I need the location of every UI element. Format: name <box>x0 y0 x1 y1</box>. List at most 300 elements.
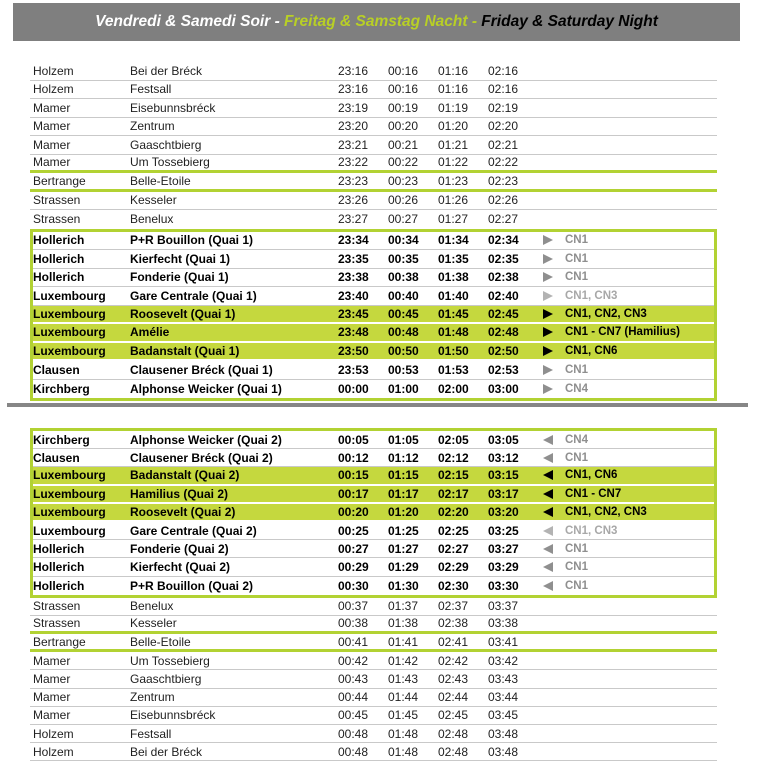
city-cell: Strassen <box>33 212 81 227</box>
stop-cell: Festsall <box>130 726 172 741</box>
night-bus-lines <box>543 434 588 446</box>
time-cell-4: 03:27 <box>488 541 519 556</box>
table-divider-bar <box>7 403 748 407</box>
city-cell: Hollerich <box>33 541 85 556</box>
time-cell-2: 00:26 <box>388 193 419 208</box>
time-cell-3: 01:35 <box>438 251 469 266</box>
timetable-row <box>30 689 717 707</box>
time-cell-2: 01:45 <box>388 708 419 723</box>
stop-cell: Festsall <box>130 82 172 97</box>
stop-cell: Gaaschtbierg <box>130 672 202 687</box>
city-cell: Luxembourg <box>33 343 106 358</box>
time-cell-1: 00:05 <box>338 432 369 447</box>
arrow-left-icon <box>543 544 553 554</box>
arrow-right-icon <box>543 272 553 282</box>
stop-cell: Belle-Etoile <box>130 173 191 188</box>
night-bus-line-label: CN1, CN3 <box>565 289 618 302</box>
timetable-row <box>30 155 717 174</box>
time-cell-1: 23:21 <box>338 137 369 152</box>
time-cell-2: 00:22 <box>388 155 419 170</box>
time-cell-4: 02:26 <box>488 193 519 208</box>
timetable-row <box>30 725 717 743</box>
city-cell: Strassen <box>33 193 81 208</box>
time-cell-1: 00:25 <box>338 523 369 538</box>
time-cell-2: 01:48 <box>388 726 419 741</box>
city-cell: Hollerich <box>33 559 85 574</box>
time-cell-2: 00:45 <box>388 306 419 321</box>
connection-stops-box <box>30 428 717 598</box>
time-cell-1: 00:44 <box>338 690 369 705</box>
time-cell-1: 00:38 <box>338 616 369 631</box>
timetable-row <box>33 522 714 540</box>
time-cell-2: 01:12 <box>388 450 419 465</box>
night-bus-lines <box>543 364 588 376</box>
time-cell-3: 02:30 <box>438 578 469 593</box>
time-cell-4: 02:23 <box>488 173 519 188</box>
arrow-left-icon <box>543 581 553 591</box>
timetable-row <box>33 504 714 522</box>
night-bus-line-label: CN1 <box>565 234 589 247</box>
timetable-row <box>33 232 714 251</box>
time-cell-3: 02:20 <box>438 504 469 519</box>
time-cell-4: 02:50 <box>488 343 519 358</box>
timetable-row <box>33 558 714 576</box>
stop-cell: Fonderie (Quai 2) <box>130 541 229 556</box>
time-cell-2: 01:00 <box>388 381 419 396</box>
timetable-row <box>30 652 717 670</box>
time-cell-1: 23:22 <box>338 155 369 170</box>
timetable-row <box>30 136 717 155</box>
time-cell-2: 01:20 <box>388 504 419 519</box>
stop-cell: Um Tossebierg <box>130 653 210 668</box>
time-cell-3: 01:27 <box>438 212 469 227</box>
city-cell: Holzem <box>33 82 74 97</box>
time-cell-2: 01:38 <box>388 616 419 631</box>
timetable-outbound-quai-1 <box>30 62 717 401</box>
arrow-right-icon <box>543 254 553 264</box>
stop-cell: Zentrum <box>130 119 175 134</box>
time-cell-2: 00:48 <box>388 325 419 340</box>
time-cell-4: 03:20 <box>488 504 519 519</box>
time-cell-1: 23:53 <box>338 362 369 377</box>
time-cell-1: 23:16 <box>338 63 369 78</box>
time-cell-3: 01:23 <box>438 173 469 188</box>
timetable-row <box>33 269 714 288</box>
stop-cell: Gaaschtbierg <box>130 137 202 152</box>
time-cell-1: 00:27 <box>338 541 369 556</box>
time-cell-3: 02:29 <box>438 559 469 574</box>
city-cell: Holzem <box>33 726 74 741</box>
city-cell: Luxembourg <box>33 486 106 501</box>
timetable-row <box>33 343 714 362</box>
time-cell-4: 03:48 <box>488 726 519 741</box>
time-cell-2: 01:41 <box>388 634 419 649</box>
time-cell-3: 01:40 <box>438 288 469 303</box>
time-cell-4: 03:00 <box>488 381 519 396</box>
stop-cell: Um Tossebierg <box>130 155 210 170</box>
night-bus-line-label: CN1 <box>565 363 589 376</box>
time-cell-3: 01:53 <box>438 362 469 377</box>
city-cell: Luxembourg <box>33 523 106 538</box>
time-cell-2: 01:29 <box>388 559 419 574</box>
city-cell: Mamer <box>33 653 71 668</box>
city-cell: Kirchberg <box>33 381 90 396</box>
stop-cell: Roosevelt (Quai 1) <box>130 306 236 321</box>
time-cell-4: 03:45 <box>488 708 519 723</box>
arrow-right-icon <box>543 365 553 375</box>
city-cell: Hollerich <box>33 578 85 593</box>
time-cell-3: 02:48 <box>438 744 469 759</box>
time-cell-2: 01:05 <box>388 432 419 447</box>
stop-cell: Badanstalt (Quai 2) <box>130 468 240 483</box>
time-cell-3: 02:41 <box>438 634 469 649</box>
time-cell-2: 01:37 <box>388 599 419 614</box>
stop-cell: Kierfecht (Quai 1) <box>130 251 231 266</box>
time-cell-2: 01:48 <box>388 744 419 759</box>
time-cell-3: 02:48 <box>438 726 469 741</box>
time-cell-1: 23:20 <box>338 119 369 134</box>
night-bus-line-label: CN1, CN2, CN3 <box>565 307 647 320</box>
city-cell: Bertrange <box>33 634 86 649</box>
time-cell-3: 02:17 <box>438 486 469 501</box>
time-cell-1: 00:30 <box>338 578 369 593</box>
time-cell-4: 02:20 <box>488 119 519 134</box>
night-bus-line-label: CN4 <box>565 433 589 446</box>
timetable-row <box>30 743 717 761</box>
time-cell-2: 01:44 <box>388 690 419 705</box>
timetable-row <box>33 449 714 467</box>
night-bus-lines <box>543 253 588 265</box>
time-cell-3: 02:25 <box>438 523 469 538</box>
time-cell-4: 02:21 <box>488 137 519 152</box>
night-bus-line-label: CN1 <box>565 579 589 592</box>
time-cell-4: 02:45 <box>488 306 519 321</box>
timetable-row <box>30 192 717 211</box>
time-cell-1: 00:29 <box>338 559 369 574</box>
city-cell: Holzem <box>33 744 74 759</box>
time-cell-4: 03:48 <box>488 744 519 759</box>
stop-cell: Bei der Bréck <box>130 63 203 78</box>
timetable-row <box>30 670 717 688</box>
timetable-row <box>33 324 714 343</box>
stop-cell: Gare Centrale (Quai 2) <box>130 523 257 538</box>
timetable-row <box>33 380 714 399</box>
time-cell-4: 03:25 <box>488 523 519 538</box>
night-bus-lines <box>543 326 680 338</box>
time-cell-1: 00:48 <box>338 726 369 741</box>
night-bus-lines <box>543 469 617 481</box>
time-cell-1: 00:42 <box>338 653 369 668</box>
time-cell-1: 00:00 <box>338 381 369 396</box>
arrow-right-icon <box>543 309 553 319</box>
city-cell: Mamer <box>33 119 71 134</box>
night-bus-line-label: CN1 <box>565 560 589 573</box>
time-cell-2: 01:17 <box>388 486 419 501</box>
time-cell-3: 02:27 <box>438 541 469 556</box>
stop-cell: Clausener Bréck (Quai 1) <box>130 362 273 377</box>
time-cell-4: 03:43 <box>488 672 519 687</box>
night-bus-line-label: CN1 <box>565 451 589 464</box>
timetable-row <box>30 99 717 118</box>
time-cell-3: 02:12 <box>438 450 469 465</box>
timetable-row <box>33 431 714 449</box>
time-cell-2: 00:53 <box>388 362 419 377</box>
stop-cell: Zentrum <box>130 690 175 705</box>
city-cell: Mamer <box>33 155 71 170</box>
time-cell-4: 02:40 <box>488 288 519 303</box>
time-cell-4: 02:35 <box>488 251 519 266</box>
stop-cell: Bei der Bréck <box>130 744 203 759</box>
timetable-row <box>30 210 717 229</box>
arrow-right-icon <box>543 384 553 394</box>
time-cell-3: 01:16 <box>438 63 469 78</box>
timetable-row <box>30 62 717 81</box>
night-bus-line-label: CN1, CN6 <box>565 344 618 357</box>
time-cell-4: 03:15 <box>488 468 519 483</box>
time-cell-1: 00:12 <box>338 450 369 465</box>
time-cell-2: 00:50 <box>388 343 419 358</box>
arrow-left-icon <box>543 489 553 499</box>
time-cell-3: 02:44 <box>438 690 469 705</box>
time-cell-1: 23:34 <box>338 233 369 248</box>
night-bus-line-label: CN1 - CN7 (Hamilius) <box>565 326 681 339</box>
stop-cell: Amélie <box>130 325 170 340</box>
stop-cell: Benelux <box>130 212 174 227</box>
time-cell-1: 23:45 <box>338 306 369 321</box>
stop-cell: Roosevelt (Quai 2) <box>130 504 236 519</box>
time-cell-4: 03:17 <box>488 486 519 501</box>
time-cell-4: 03:37 <box>488 599 519 614</box>
stop-cell: P+R Bouillon (Quai 2) <box>130 578 254 593</box>
arrow-left-icon <box>543 526 553 536</box>
arrow-right-icon <box>543 235 553 245</box>
time-cell-3: 02:00 <box>438 381 469 396</box>
time-cell-3: 02:38 <box>438 616 469 631</box>
timetable-row <box>30 598 717 616</box>
stop-cell: Eisebunnsbréck <box>130 708 216 723</box>
timetable-row <box>33 540 714 558</box>
time-cell-2: 01:30 <box>388 578 419 593</box>
night-bus-lines <box>543 561 588 573</box>
night-bus-line-label: CN1, CN6 <box>565 469 618 482</box>
night-bus-lines <box>543 452 588 464</box>
city-cell: Holzem <box>33 63 74 78</box>
time-cell-3: 01:34 <box>438 233 469 248</box>
time-cell-2: 01:43 <box>388 672 419 687</box>
night-bus-line-label: CN1, CN3 <box>565 524 618 537</box>
time-cell-2: 00:38 <box>388 270 419 285</box>
time-cell-2: 01:42 <box>388 653 419 668</box>
city-cell: Luxembourg <box>33 288 106 303</box>
time-cell-2: 00:40 <box>388 288 419 303</box>
time-cell-2: 00:21 <box>388 137 419 152</box>
time-cell-1: 00:20 <box>338 504 369 519</box>
time-cell-4: 03:30 <box>488 578 519 593</box>
city-cell: Strassen <box>33 599 81 614</box>
timetable-return-quai-2 <box>30 428 717 761</box>
time-cell-1: 23:35 <box>338 251 369 266</box>
connection-stops-box <box>30 229 717 402</box>
stop-cell: Belle-Etoile <box>130 634 191 649</box>
time-cell-2: 01:27 <box>388 541 419 556</box>
time-cell-3: 01:16 <box>438 82 469 97</box>
time-cell-3: 02:15 <box>438 468 469 483</box>
time-cell-4: 02:16 <box>488 63 519 78</box>
time-cell-3: 01:50 <box>438 343 469 358</box>
time-cell-3: 02:45 <box>438 708 469 723</box>
stop-cell: Kierfecht (Quai 2) <box>130 559 231 574</box>
stop-cell: P+R Bouillon (Quai 1) <box>130 233 254 248</box>
time-cell-4: 03:05 <box>488 432 519 447</box>
header-title-segment-3: Friday & Saturday Night <box>481 13 658 30</box>
night-bus-lines <box>543 234 588 246</box>
night-bus-lines <box>543 290 617 302</box>
time-cell-4: 03:38 <box>488 616 519 631</box>
city-cell: Luxembourg <box>33 325 106 340</box>
time-cell-2: 00:20 <box>388 119 419 134</box>
time-cell-1: 00:43 <box>338 672 369 687</box>
arrow-right-icon <box>543 291 553 301</box>
timetable-row <box>33 577 714 595</box>
time-cell-1: 23:19 <box>338 100 369 115</box>
stop-cell: Clausener Bréck (Quai 2) <box>130 450 273 465</box>
time-cell-3: 02:42 <box>438 653 469 668</box>
time-cell-1: 23:38 <box>338 270 369 285</box>
city-cell: Clausen <box>33 450 80 465</box>
night-bus-line-label: CN1 <box>565 542 589 555</box>
arrow-right-icon <box>543 346 553 356</box>
time-cell-2: 00:34 <box>388 233 419 248</box>
night-bus-line-label: CN4 <box>565 382 589 395</box>
night-bus-lines <box>543 345 617 357</box>
timetable-header-banner <box>13 3 740 41</box>
header-title-segment-1: Vendredi & Samedi Soir - <box>95 13 285 30</box>
night-bus-lines <box>543 383 588 395</box>
time-cell-4: 03:12 <box>488 450 519 465</box>
time-cell-1: 00:15 <box>338 468 369 483</box>
time-cell-3: 01:20 <box>438 119 469 134</box>
time-cell-3: 01:19 <box>438 100 469 115</box>
timetable-row <box>33 486 714 504</box>
night-bus-line-label: CN1 - CN7 <box>565 487 622 500</box>
arrow-right-icon <box>543 327 553 337</box>
time-cell-3: 02:37 <box>438 599 469 614</box>
stop-cell: Fonderie (Quai 1) <box>130 270 229 285</box>
time-cell-4: 02:38 <box>488 270 519 285</box>
time-cell-1: 00:41 <box>338 634 369 649</box>
timetable-row <box>30 707 717 725</box>
timetable-row <box>30 173 717 192</box>
arrow-left-icon <box>543 470 553 480</box>
arrow-left-icon <box>543 562 553 572</box>
time-cell-4: 02:16 <box>488 82 519 97</box>
time-cell-4: 02:34 <box>488 233 519 248</box>
time-cell-1: 23:40 <box>338 288 369 303</box>
stop-cell: Hamilius (Quai 2) <box>130 486 229 501</box>
time-cell-3: 01:45 <box>438 306 469 321</box>
time-cell-3: 01:26 <box>438 193 469 208</box>
time-cell-2: 01:25 <box>388 523 419 538</box>
stop-cell: Kesseler <box>130 616 177 631</box>
time-cell-2: 00:16 <box>388 82 419 97</box>
city-cell: Mamer <box>33 708 71 723</box>
stop-cell: Gare Centrale (Quai 1) <box>130 288 257 303</box>
night-bus-line-label: CN1 <box>565 271 589 284</box>
city-cell: Strassen <box>33 616 81 631</box>
time-cell-4: 03:29 <box>488 559 519 574</box>
city-cell: Mamer <box>33 690 71 705</box>
time-cell-1: 23:50 <box>338 343 369 358</box>
night-bus-lines <box>543 488 621 500</box>
time-cell-4: 03:42 <box>488 653 519 668</box>
timetable-row <box>30 118 717 137</box>
time-cell-4: 02:22 <box>488 155 519 170</box>
time-cell-2: 00:35 <box>388 251 419 266</box>
arrow-left-icon <box>543 435 553 445</box>
stop-cell: Badanstalt (Quai 1) <box>130 343 240 358</box>
arrow-left-icon <box>543 507 553 517</box>
night-bus-lines <box>543 271 588 283</box>
time-cell-3: 01:48 <box>438 325 469 340</box>
time-cell-4: 02:27 <box>488 212 519 227</box>
city-cell: Bertrange <box>33 173 86 188</box>
stop-cell: Eisebunnsbréck <box>130 100 216 115</box>
time-cell-2: 00:23 <box>388 173 419 188</box>
night-bus-lines <box>543 506 647 518</box>
city-cell: Clausen <box>33 362 80 377</box>
time-cell-1: 23:48 <box>338 325 369 340</box>
city-cell: Mamer <box>33 672 71 687</box>
timetable-row <box>30 616 717 634</box>
timetable-row <box>30 634 717 652</box>
time-cell-3: 02:05 <box>438 432 469 447</box>
time-cell-2: 00:19 <box>388 100 419 115</box>
timetable-row <box>33 287 714 306</box>
time-cell-4: 02:53 <box>488 362 519 377</box>
city-cell: Kirchberg <box>33 432 90 447</box>
time-cell-2: 00:27 <box>388 212 419 227</box>
time-cell-1: 00:37 <box>338 599 369 614</box>
night-bus-lines <box>543 525 617 537</box>
stop-cell: Alphonse Weicker (Quai 1) <box>130 381 282 396</box>
timetable-row <box>33 467 714 485</box>
time-cell-3: 02:43 <box>438 672 469 687</box>
city-cell: Luxembourg <box>33 504 106 519</box>
night-bus-line-label: CN1 <box>565 252 589 265</box>
time-cell-4: 02:19 <box>488 100 519 115</box>
time-cell-4: 03:41 <box>488 634 519 649</box>
time-cell-4: 02:48 <box>488 325 519 340</box>
time-cell-1: 00:48 <box>338 744 369 759</box>
timetable-row <box>33 306 714 325</box>
night-bus-lines <box>543 308 647 320</box>
header-title-segment-2: Freitag & Samstag Nacht - <box>284 13 482 30</box>
city-cell: Mamer <box>33 100 71 115</box>
time-cell-4: 03:44 <box>488 690 519 705</box>
time-cell-3: 01:21 <box>438 137 469 152</box>
time-cell-3: 01:22 <box>438 155 469 170</box>
time-cell-1: 00:17 <box>338 486 369 501</box>
time-cell-1: 00:45 <box>338 708 369 723</box>
stop-cell: Alphonse Weicker (Quai 2) <box>130 432 282 447</box>
time-cell-1: 23:26 <box>338 193 369 208</box>
timetable-row <box>33 250 714 269</box>
timetable-row <box>33 361 714 380</box>
night-bus-line-label: CN1, CN2, CN3 <box>565 505 647 518</box>
night-bus-lines <box>543 580 588 592</box>
city-cell: Luxembourg <box>33 468 106 483</box>
timetable-row <box>30 81 717 100</box>
